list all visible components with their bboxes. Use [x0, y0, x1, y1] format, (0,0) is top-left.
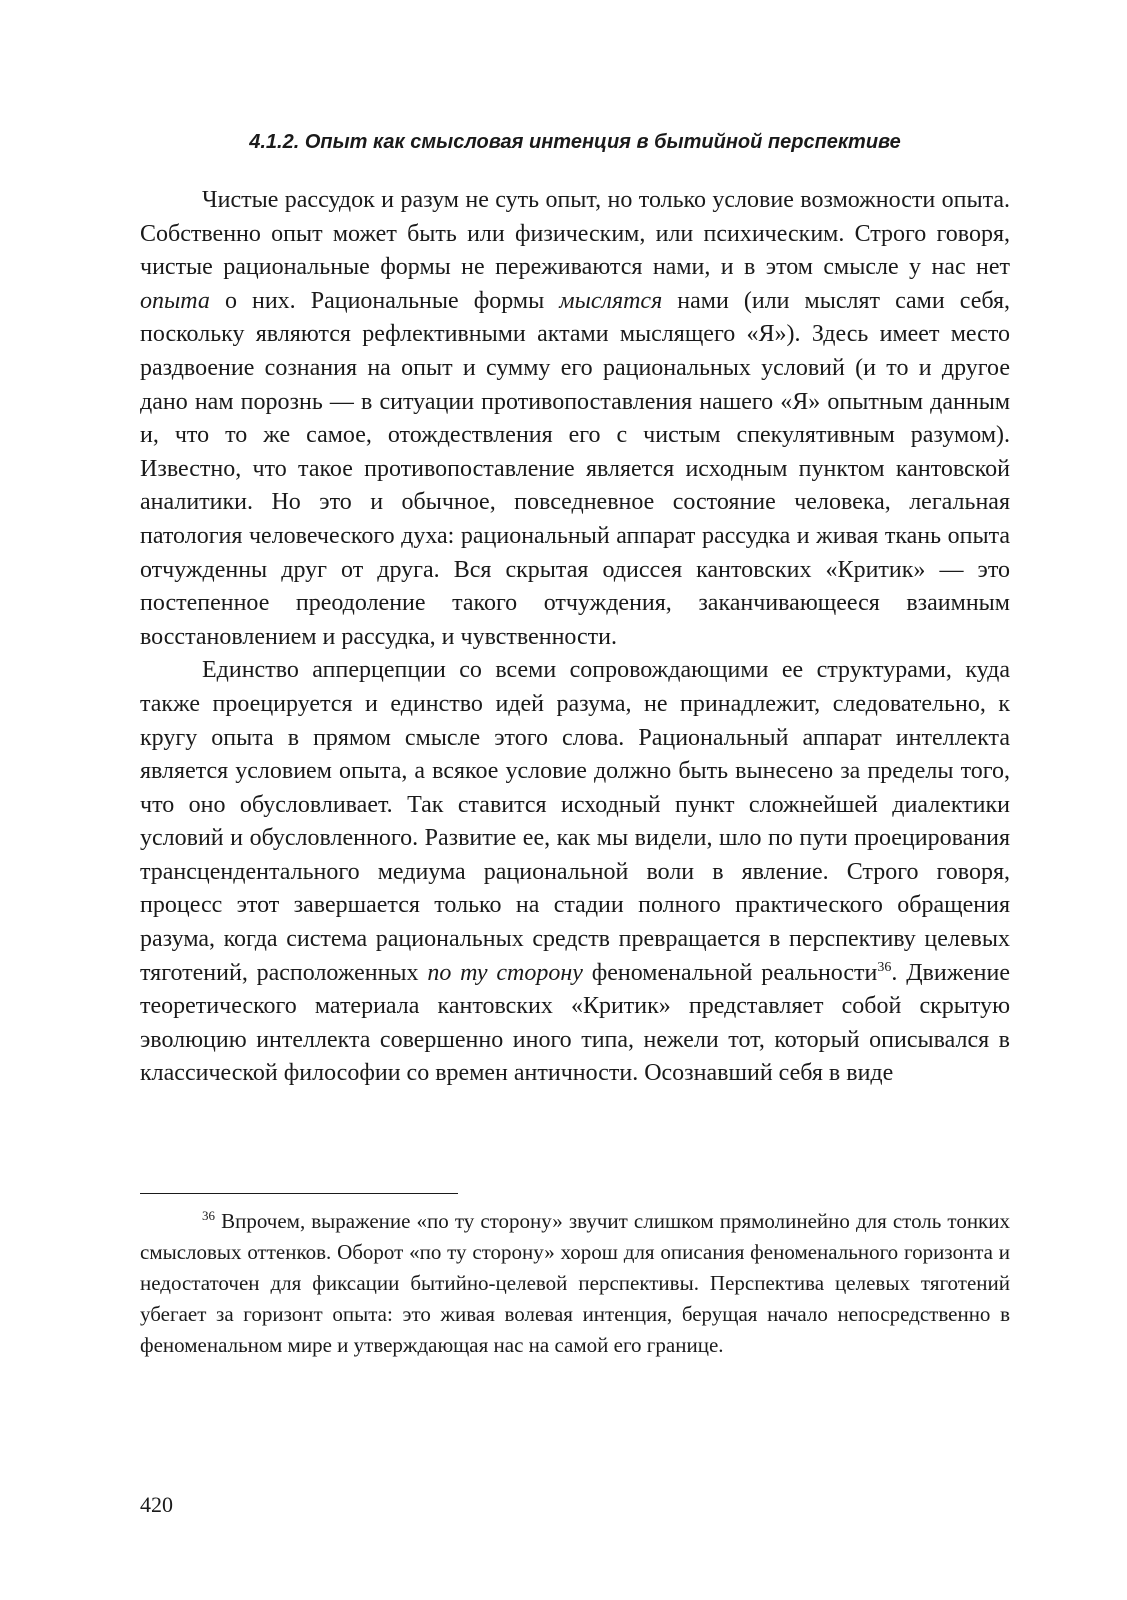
- paragraph-1-part-3: нами (или мыслят сами себя, поскольку являются рефлективными актами мыслящего «Я»). Здесь имеет место раздвоение сознания на опыт и сумму его рациональных условий (и то и другое дано нам порознь — в ситуации противопоставления нашего «Я» опытным данным и, что то же самое, отождествления его с чистым спекулятивным разумом). Известно, что такое противопоставление является исходным пунктом кантовской аналитики. Но это и обычное, повседневное состояние человека, легальная патология человеческого духа: рациональный аппарат рассудка и живая ткань опыта отчужденны друг от друга. Вся скрытая одиссея кантовских «Критик» — это постепенное преодоление такого отчуждения, заканчивающееся взаимным восстановлением и рассудка, и чувственности.: [140, 287, 1010, 650]
- page-number: 420: [140, 1492, 173, 1517]
- footnote-number: 36: [202, 1208, 215, 1223]
- footnote: [140, 1206, 1010, 1361]
- paragraph-2-part-1: Единство апперцепции со всеми сопровождающими ее структурами, куда также проецируется и единство идей разума, не принадлежит, следовательно, к кругу опыта в прямом смысле этого слова. Рациональный аппарат интеллекта является условием опыта, а всякое условие должно быть вынесено за пределы того, что оно обусловливает. Так ставится исходный пункт сложнейшей диалектики условий и обусловленного. Развитие ее, как мы видели, шло по пути проецирования трансцендентального медиума рациональной воли в явление. Строго говоря, процесс этот завершается только на стадии полного практического обращения разума, когда система рациональных средств превращается в перспективу целевых тяготений, расположенных: [140, 657, 1010, 986]
- paragraph-2-part-2: феноменальной реальности: [582, 959, 878, 986]
- paragraph-2-part-3: . Движение теоретического материала кантовских «Критик» представляет собой скрытую эволюцию интеллекта совершенно иного типа, нежели тот, который описывался в классической философии со времен античности. Осознавший себя в виде: [140, 959, 1010, 1087]
- footnote-divider: [140, 1193, 458, 1194]
- footnote-reference[interactable]: 36: [877, 959, 892, 975]
- paragraph-1-part-2: о них. Рациональные формы: [209, 287, 560, 314]
- paragraph-2: [140, 654, 1010, 1091]
- paragraph-1-emphasis-2: мыслятся: [559, 287, 663, 314]
- footnote-paragraph: [140, 1206, 1010, 1361]
- paragraph-1: [140, 184, 1010, 654]
- paragraph-1-part-1: Чистые рассудок и разум не суть опыт, но только условие возможности опыта. Собственно опыт может быть или физическим, или психическим. Строго говоря, чистые рациональные формы не переживаются нами, и в этом смысле у нас нет: [140, 187, 1010, 281]
- paragraph-2-emphasis-1: по ту сторону: [427, 959, 583, 986]
- section-heading: 4.1.2. Опыт как смысловая интенция в бытийной перспективе: [249, 131, 901, 153]
- footnote-text: Впрочем, выражение «по ту сторону» звучит слишком прямолинейно для столь тонких смысловых оттенков. Оборот «по ту сторону» хорош для описания феноменального горизонта и недостаточен для фиксации бытийно-целевой перспективы. Перспектива целевых тяготений убегает за горизонт опыта: это живая волевая интенция, берущая начало непосредственно в феноменальном мире и утверждающая нас на самой его границе.: [140, 1209, 1010, 1357]
- body-text: [140, 184, 1010, 1091]
- paragraph-1-emphasis-1: опыта: [140, 287, 210, 314]
